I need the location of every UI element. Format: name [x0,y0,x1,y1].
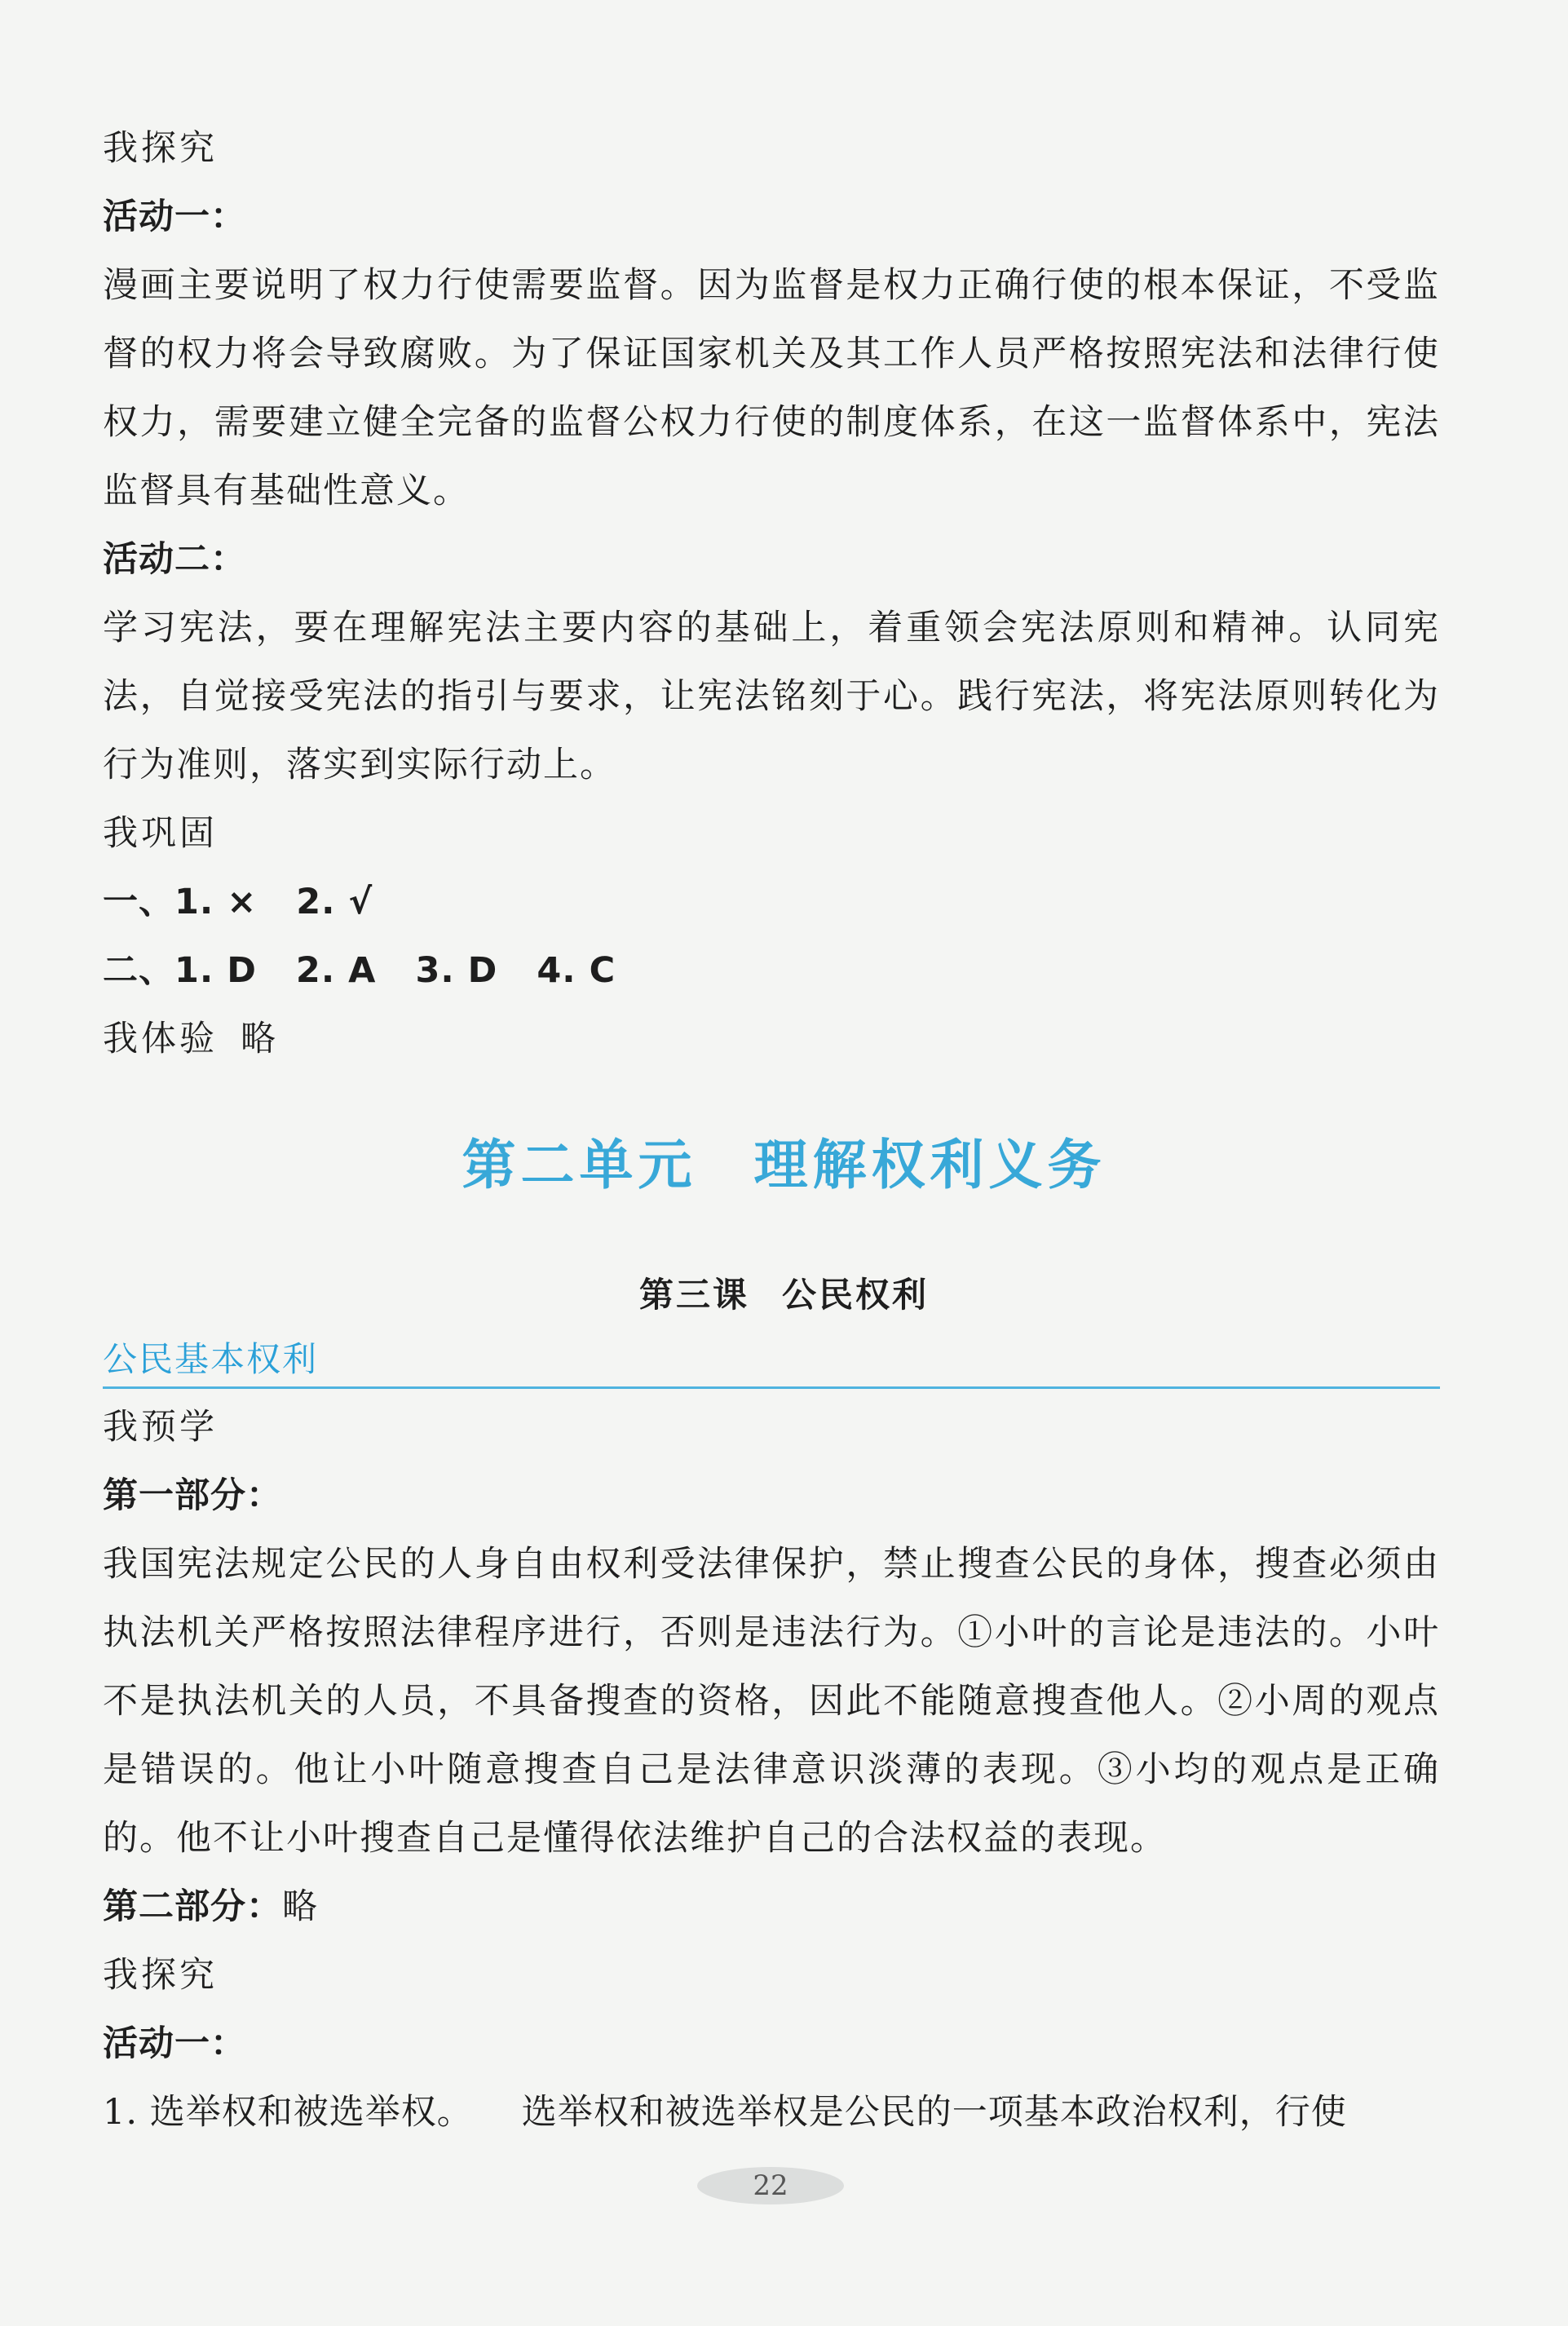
part-2-label: 第二部分： [103,1886,282,1927]
page-number: 22 [697,2167,844,2204]
experience-answer: 略 [241,1019,279,1059]
activity-1-label: 活动一： [103,197,246,237]
upper-content [103,114,1440,1073]
part-1-label: 第一部分： [103,1475,282,1516]
part-2-answer: 略 [282,1886,318,1927]
answer-item: 1. × [174,882,258,922]
section-title: 公民基本权利 [103,1339,319,1379]
activity-2-text: 学习宪法，要在理解宪法主要内容的基础上，着重领会宪法原则和精神。认同宪法，自觉接受宪法的指引与要求，让宪法铭刻于心。践行宪法，将宪法原则转化为行为准则，落实到实际行动上。 [103,608,1440,785]
activity-1-item: 1. 选举权和被选举权。 [103,2092,473,2133]
preview-heading: 我预学 [103,1407,218,1448]
lesson-name: 公民权利 [782,1275,930,1315]
activity-1-text-2: 选举权和被选举权是公民的一项基本政治权利，行使 [521,2092,1347,2133]
answers-part-2 [103,936,1440,1005]
answer-item: 2. A [295,950,377,991]
consolidate-heading: 我巩固 [103,813,218,854]
explore-heading: 我探究 [103,128,218,169]
lower-content [103,1393,1440,2147]
answer-item: 4. C [537,950,616,991]
answer-item: 1. D [174,950,257,991]
section-header [103,1336,1440,1389]
answer-item: 2. √ [296,882,373,922]
answer-item: 3. D [415,950,498,991]
unit-number: 第二单元 [462,1134,697,1196]
experience-row [103,1005,1440,1073]
activity-1-row-2 [103,2078,1440,2147]
part-1-text: 我国宪法规定公民的人身自由权利受法律保护，禁止搜查公民的身体，搜查必须由执法机关严格按照法律程序进行，否则是违法行为。①小叶的言论是违法的。小叶不是执法机关的人员，不具备搜查的资格，因此不能随意搜查他人。②小周的观点是错误的。他让小叶随意搜查自己是法律意识淡薄的表现。③小均的观点是正确的。他不让小叶搜查自己是懂得依法维护自己的合法权益的表现。 [103,1544,1440,1859]
unit-title [0,1121,1568,1199]
unit-name: 理解权利义务 [753,1134,1106,1196]
part-2-row [103,1873,1440,1941]
answers-part-1-prefix: 一、 [103,882,174,922]
lesson-number: 第三课 [638,1275,749,1315]
answers-part-1 [103,868,1440,936]
lesson-title [0,1268,1568,1317]
activity-2-label: 活动二： [103,539,246,580]
explore-heading-2: 我探究 [103,1955,218,1996]
activity-1-text: 漫画主要说明了权力行使需要监督。因为监督是权力正确行使的根本保证，不受监督的权力将会导致腐败。为了保证国家机关及其工作人员严格按照宪法和法律行使权力，需要建立健全完备的监督公权力行使的制度体系，在这一监督体系中，宪法监督具有基础性意义。 [103,265,1440,511]
answers-part-2-prefix: 二、 [103,950,174,991]
experience-heading: 我体验 [103,1019,218,1059]
activity-1-label-2: 活动一： [103,2023,246,2064]
